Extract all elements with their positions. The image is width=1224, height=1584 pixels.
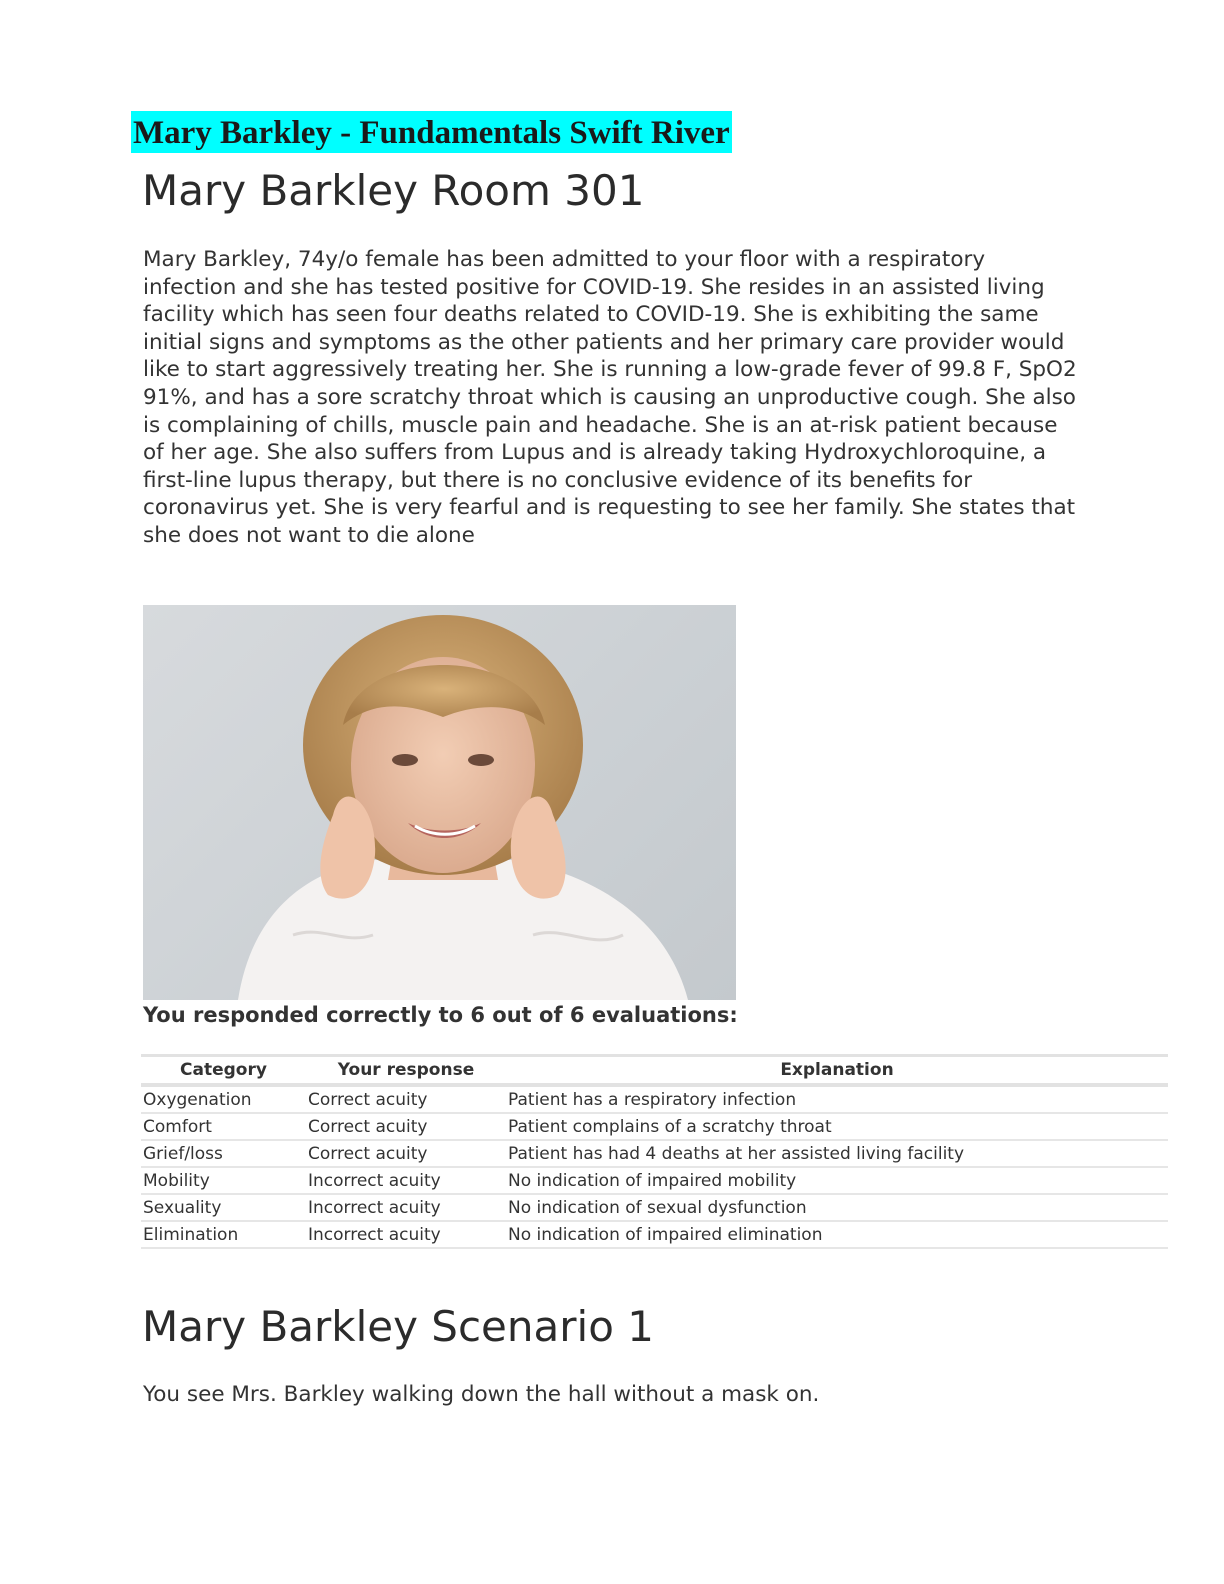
response-cell: Incorrect acuity — [306, 1221, 506, 1248]
patient-photo — [143, 605, 736, 1000]
scenario-text: You see Mrs. Barkley walking down the hall without a mask on. — [143, 1382, 820, 1407]
column-header-explanation: Explanation — [506, 1056, 1168, 1086]
table-row — [141, 1167, 1168, 1194]
explanation-cell: Patient complains of a scratchy throat — [506, 1113, 1168, 1140]
table-row — [141, 1194, 1168, 1221]
response-cell: Incorrect acuity — [306, 1194, 506, 1221]
evaluation-table — [141, 1054, 1168, 1249]
category-cell: Oxygenation — [141, 1085, 306, 1113]
category-cell: Elimination — [141, 1221, 306, 1248]
response-cell: Incorrect acuity — [306, 1167, 506, 1194]
response-cell: Correct acuity — [306, 1085, 506, 1113]
response-cell: Correct acuity — [306, 1113, 506, 1140]
patient-description: Mary Barkley, 74y/o female has been admitted to your floor with a respiratory infection and she has tested positive for COVID-19. She resides in an assisted living facility which has seen four deaths related to COVID-19. She is exhibiting the same initial signs and symptoms as the other patients and her primary care provider would like to start aggressively treating her. She is running a low-grade fever of 99.8 F, SpO2 91%, and has a sore scratchy throat which is causing an unproductive cough. She also is complaining of chills, muscle pain and headache. She is an at-risk patient because of her age. She also suffers from Lupus and is already taking Hydroxychloroquine, a first-line lupus therapy, but there is no conclusive evidence of its benefits for coronavirus yet. She is very fearful and is requesting to see her family. She states that she does not want to die alone — [143, 247, 1077, 548]
table-row — [141, 1221, 1168, 1248]
response-cell: Correct acuity — [306, 1140, 506, 1167]
column-header-category: Category — [141, 1056, 306, 1086]
table-header-row — [141, 1056, 1168, 1086]
explanation-cell: Patient has had 4 deaths at her assisted living facility — [506, 1140, 1168, 1167]
document-title: Mary Barkley - Fundamentals Swift River — [131, 111, 732, 153]
category-cell: Mobility — [141, 1167, 306, 1194]
scenario-heading: Mary Barkley Scenario 1 — [142, 1302, 654, 1351]
room-heading: Mary Barkley Room 301 — [142, 166, 645, 215]
category-cell: Comfort — [141, 1113, 306, 1140]
table-row — [141, 1085, 1168, 1113]
evaluation-summary: You responded correctly to 6 out of 6 evaluations: — [143, 1003, 738, 1027]
column-header-response: Your response — [306, 1056, 506, 1086]
category-cell: Sexuality — [141, 1194, 306, 1221]
explanation-cell: No indication of sexual dysfunction — [506, 1194, 1168, 1221]
table-row — [141, 1113, 1168, 1140]
table-row — [141, 1140, 1168, 1167]
explanation-cell: Patient has a respiratory infection — [506, 1085, 1168, 1113]
category-cell: Grief/loss — [141, 1140, 306, 1167]
explanation-cell: No indication of impaired elimination — [506, 1221, 1168, 1248]
explanation-cell: No indication of impaired mobility — [506, 1167, 1168, 1194]
